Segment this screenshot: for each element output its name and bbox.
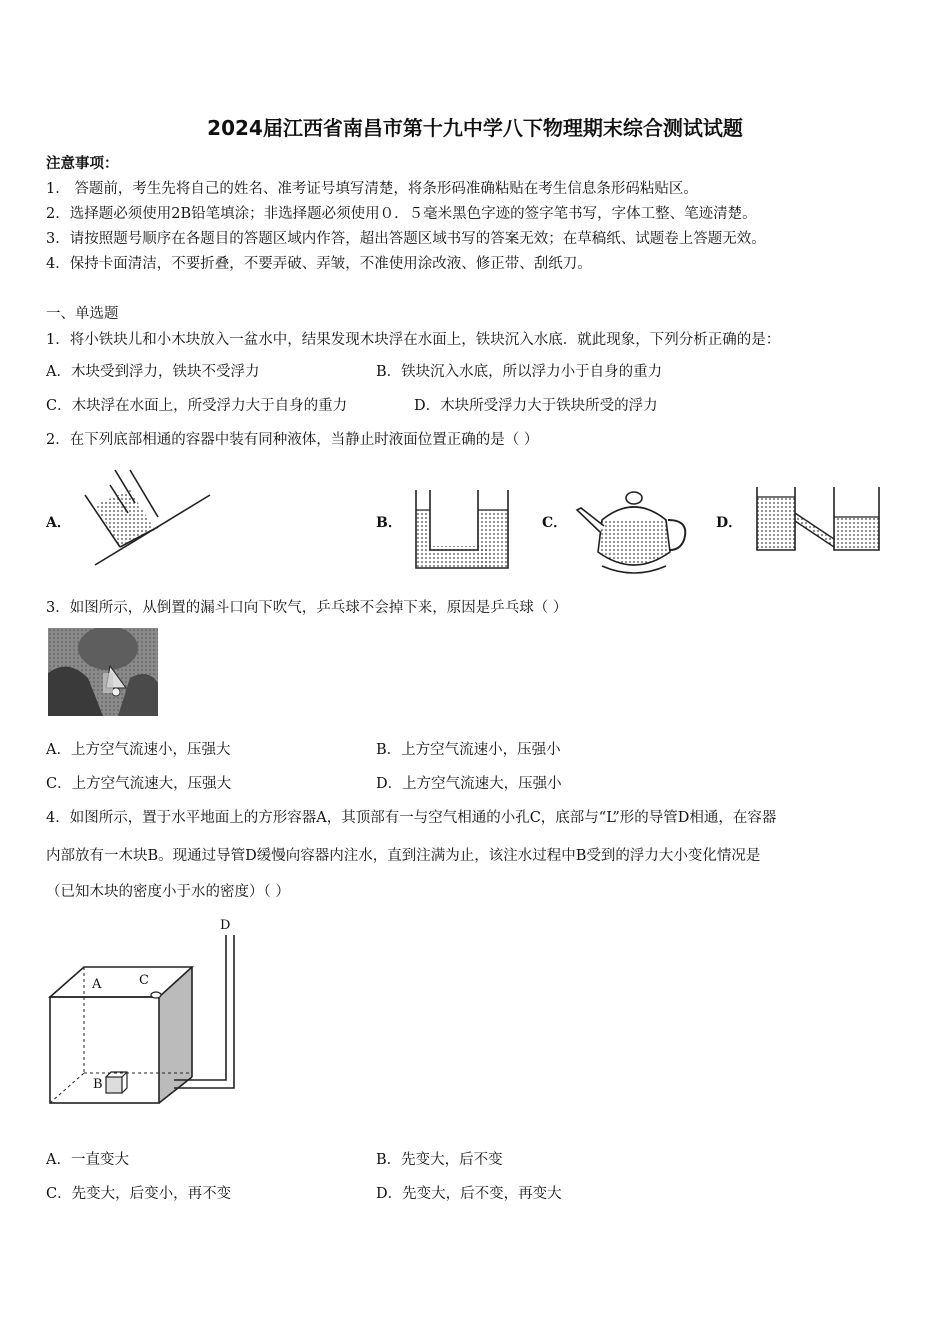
q2-label-a: A． bbox=[46, 515, 71, 531]
notice-item: 1． 答题前，考生先将自己的姓名、准考证号填写清楚，将条形码准确粘贴在考生信息条形码粘贴区。 bbox=[46, 181, 698, 197]
notice-item: 4．保持卡面清洁，不要折叠，不要弄破、弄皱，不准使用涂改液、修正带、刮纸刀。 bbox=[46, 256, 592, 272]
q2-figure-c-teapot bbox=[572, 480, 697, 580]
q1-option-c: C．木块浮在水面上，所受浮力大于自身的重力 bbox=[46, 398, 348, 414]
notice-item: 3．请按照题号顺序在各题目的答题区域内作答，超出答题区域书写的答案无效；在草稿纸、试题卷上答题无效。 bbox=[46, 231, 766, 247]
q1-option-b: B．铁块沉入水底，所以浮力小于自身的重力 bbox=[376, 364, 663, 380]
question-1-stem: 1．将小铁块儿和小木块放入一盆水中，结果发现木块浮在水面上，铁块沉入水底．就此现象，下列分析正确的是： bbox=[46, 332, 781, 348]
q2-figure-a-inclined-container bbox=[80, 465, 220, 575]
q3-option-b: B．上方空气流速小，压强小 bbox=[376, 742, 561, 758]
q4-label-c: C bbox=[139, 973, 149, 988]
question-3-stem: 3．如图所示，从倒置的漏斗口向下吹气，乒乓球不会掉下来，原因是乒乓球（ ） bbox=[46, 600, 568, 616]
page-title: 2024届江西省南昌市第十九中学八下物理期末综合测试试题 bbox=[207, 116, 743, 140]
q2-figure-d-two-tanks bbox=[752, 485, 887, 570]
q1-option-a: A．木块受到浮力，铁块不受浮力 bbox=[46, 364, 260, 380]
q3-photo-funnel-blowing bbox=[48, 628, 158, 716]
question-2-stem: 2．在下列底部相通的容器中装有同种液体，当静止时液面位置正确的是（ ） bbox=[46, 432, 539, 448]
q3-option-a: A．上方空气流速小，压强大 bbox=[46, 742, 231, 758]
q4-label-b: B bbox=[93, 1077, 103, 1092]
q2-label-c: C． bbox=[542, 515, 568, 531]
question-4-stem-line: （已知木块的密度小于水的密度）（ ） bbox=[46, 884, 290, 900]
q4-option-b: B．先变大，后不变 bbox=[376, 1152, 503, 1168]
q4-label-d: D bbox=[220, 918, 231, 933]
q2-label-b: B． bbox=[376, 515, 402, 531]
question-4-stem-line: 4．如图所示，置于水平地面上的方形容器A，其顶部有一与空气相通的小孔C，底部与“L”形的导管D相通，在容器 bbox=[46, 810, 777, 826]
notice-heading: 注意事项： bbox=[46, 155, 119, 172]
q4-option-a: A．一直变大 bbox=[46, 1152, 129, 1168]
q2-figure-b-u-tube bbox=[408, 488, 518, 573]
section-heading: 一、单选题 bbox=[46, 306, 119, 322]
q4-option-d: D．先变大，后不变，再变大 bbox=[376, 1186, 562, 1202]
q3-option-d: D．上方空气流速大，压强小 bbox=[376, 776, 562, 792]
q4-label-a: A bbox=[92, 977, 102, 992]
q1-option-d: D．木块所受浮力大于铁块所受的浮力 bbox=[414, 398, 658, 414]
q4-figure-container-with-tube bbox=[44, 915, 254, 1110]
q3-option-c: C．上方空气流速大，压强大 bbox=[46, 776, 232, 792]
question-4-stem-line: 内部放有一木块B。现通过导管D缓慢向容器内注水，直到注满为止，该注水过程中B受到的浮力大小变化情况是 bbox=[46, 848, 761, 864]
notice-item: 2．选择题必须使用2B铅笔填涂；非选择题必须使用０．５毫米黑色字迹的签字笔书写，字体工整、笔迹清楚。 bbox=[46, 206, 757, 222]
q4-option-c: C．先变大，后变小，再不变 bbox=[46, 1186, 232, 1202]
q2-label-d: D． bbox=[716, 515, 743, 531]
